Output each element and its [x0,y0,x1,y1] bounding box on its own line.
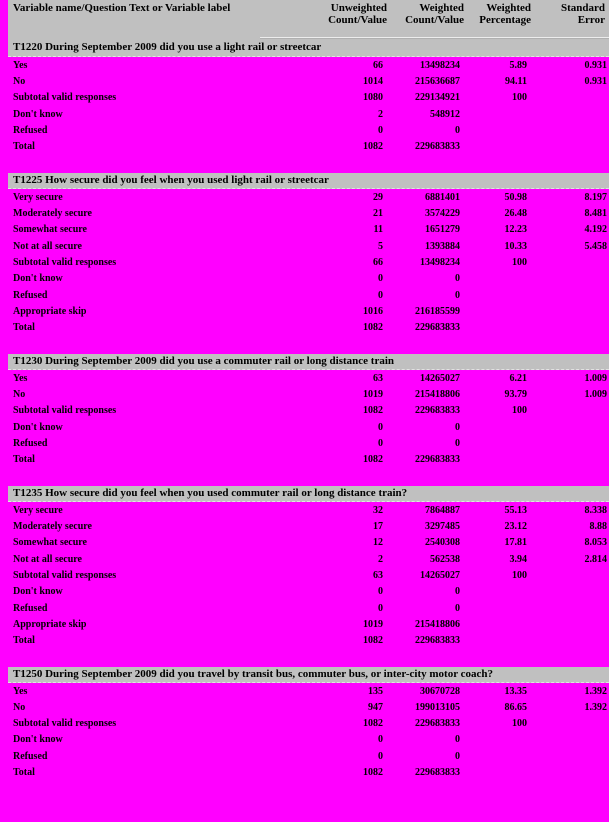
section-header-bar [8,173,609,189]
standard-error-value: 8.338 [584,504,607,516]
unweighted-count-value: 0 [378,602,383,614]
row-label: Very secure [13,191,63,203]
row-label: Yes [13,59,28,71]
table-row [0,238,609,254]
weighted-count-value: 215636687 [415,75,460,87]
weighted-count-value: 13498234 [420,256,460,268]
table-row [0,716,609,732]
weighted-count-value: 215418806 [415,388,460,400]
row-label: Don't know [13,586,63,598]
unweighted-count-value: 1082 [363,141,383,153]
column-header-variable: Variable name/Question Text or Variable label [13,2,231,14]
unweighted-count-value: 63 [373,569,383,581]
unweighted-count-value: 0 [378,750,383,762]
weighted-count-value: 0 [455,437,460,449]
standard-error-value: 1.009 [584,372,607,384]
unweighted-count-value: 0 [378,421,383,433]
unweighted-count-value: 2 [378,553,383,565]
unweighted-count-value: 1080 [363,92,383,104]
weighted-percentage-value: 86.65 [504,701,527,713]
table-row [0,502,609,518]
weighted-count-value: 229683833 [415,322,460,334]
table-row [0,254,609,270]
table-row [0,386,609,402]
table-header-panel [8,0,609,57]
unweighted-count-value: 66 [373,59,383,71]
row-label: Subtotal valid responses [13,569,117,581]
unweighted-count-value: 1082 [363,718,383,730]
weighted-count-value: 1393884 [425,240,460,252]
unweighted-count-value: 0 [378,586,383,598]
weighted-count-value: 229683833 [415,454,460,466]
table-row [0,732,609,748]
row-label: Subtotal valid responses [13,405,117,417]
unweighted-count-value: 135 [368,685,383,697]
table-row [0,699,609,715]
row-label: Total [13,767,35,779]
weighted-percentage-value: 100 [512,569,527,581]
weighted-percentage-value: 94.11 [505,75,527,87]
weighted-count-value: 215418806 [415,618,460,630]
row-label: Total [13,454,35,466]
standard-error-value: 1.009 [584,388,607,400]
section-title: T1235 How secure did you feel when you used commuter rail or long distance train? [13,487,408,500]
weighted-count-value: 6881401 [425,191,460,203]
standard-error-value: 1.392 [584,685,607,697]
weighted-percentage-value: 17.81 [504,537,527,549]
unweighted-count-value: 12 [373,537,383,549]
weighted-percentage-value: 50.98 [504,191,527,203]
table-row [0,551,609,567]
row-label: Don't know [13,734,63,746]
row-label: No [13,388,26,400]
standard-error-value: 8.481 [584,207,607,219]
column-header-weighted: Weighted Count/Value [405,2,464,26]
unweighted-count-value: 1014 [363,75,383,87]
weighted-count-value: 548912 [430,108,460,120]
table-row [0,584,609,600]
table-row [0,370,609,386]
row-label: Total [13,322,35,334]
weighted-percentage-value: 100 [512,718,527,730]
weighted-count-value: 0 [455,273,460,285]
weighted-percentage-value: 5.89 [509,59,527,71]
table-row [0,616,609,632]
section-title: T1220 During September 2009 did you use a light rail or streetcar [13,41,322,53]
unweighted-count-value: 17 [373,520,383,532]
unweighted-count-value: 1016 [363,305,383,317]
standard-error-value: 0.931 [584,75,607,87]
weighted-count-value: 229683833 [415,405,460,417]
header-divider-line [260,37,609,39]
weighted-percentage-value: 93.79 [504,388,527,400]
unweighted-count-value: 1082 [363,322,383,334]
unweighted-count-value: 32 [373,504,383,516]
weighted-count-value: 199013105 [415,701,460,713]
row-label: Moderately secure [13,207,92,219]
section-header-bar [8,667,609,683]
weighted-count-value: 562538 [430,553,460,565]
unweighted-count-value: 21 [373,207,383,219]
standard-error-value: 0.931 [584,59,607,71]
weighted-count-value: 0 [455,421,460,433]
table-row [0,764,609,780]
weighted-count-value: 13498234 [420,59,460,71]
sections-container [0,57,609,781]
unweighted-count-value: 0 [378,273,383,285]
weighted-percentage-value: 100 [512,405,527,417]
unweighted-count-value: 0 [378,124,383,136]
weighted-count-value: 7864887 [425,504,460,516]
column-header-weighted-percentage: Weighted Percentage [479,2,531,26]
row-label: Don't know [13,108,63,120]
unweighted-count-value: 0 [378,734,383,746]
row-label: Subtotal valid responses [13,92,117,104]
weighted-count-value: 229683833 [415,635,460,647]
table-row [0,748,609,764]
unweighted-count-value: 5 [378,240,383,252]
unweighted-count-value: 1082 [363,405,383,417]
table-row [0,139,609,155]
unweighted-count-value: 63 [373,372,383,384]
standard-error-value: 1.392 [584,701,607,713]
row-label: Yes [13,685,28,697]
row-label: Appropriate skip [13,305,87,317]
row-label: Don't know [13,273,63,285]
table-row [0,452,609,468]
weighted-count-value: 229683833 [415,718,460,730]
row-label: Refused [13,124,48,136]
row-label: Moderately secure [13,520,92,532]
weighted-percentage-value: 13.35 [504,685,527,697]
section-header-bar [8,486,609,502]
row-label: No [13,701,26,713]
weighted-count-value: 2540308 [425,537,460,549]
table-row [0,567,609,583]
weighted-percentage-value: 10.33 [504,240,527,252]
unweighted-count-value: 1082 [363,454,383,466]
section-title: T1225 How secure did you feel when you used light rail or streetcar [13,174,329,187]
table-row [0,57,609,73]
row-label: Refused [13,602,48,614]
table-row [0,122,609,138]
standard-error-value: 8.053 [584,537,607,549]
table-row [0,222,609,238]
weighted-count-value: 14265027 [420,569,460,581]
weighted-count-value: 14265027 [420,372,460,384]
table-row [0,271,609,287]
table-row [0,90,609,106]
weighted-percentage-value: 6.21 [509,372,527,384]
weighted-count-value: 0 [455,734,460,746]
weighted-percentage-value: 23.12 [504,520,527,532]
table-row [0,435,609,451]
weighted-count-value: 3297485 [425,520,460,532]
weighted-percentage-value: 100 [512,256,527,268]
unweighted-count-value: 1082 [363,635,383,647]
row-label: Refused [13,437,48,449]
row-label: Appropriate skip [13,618,87,630]
column-header-standard-error: Standard Error [560,2,605,26]
weighted-percentage-value: 55.13 [504,504,527,516]
weighted-count-value: 0 [455,750,460,762]
standard-error-value: 2.814 [584,553,607,565]
row-label: Not at all secure [13,240,82,252]
standard-error-value: 8.197 [584,191,607,203]
weighted-percentage-value: 3.94 [509,553,527,565]
unweighted-count-value: 1082 [363,767,383,779]
table-row [0,633,609,649]
unweighted-count-value: 1019 [363,388,383,400]
table-row [0,73,609,89]
unweighted-count-value: 947 [368,701,383,713]
table-row [0,683,609,699]
weighted-percentage-value: 26.48 [504,207,527,219]
weighted-count-value: 229683833 [415,141,460,153]
row-label: Don't know [13,421,63,433]
table-row [0,320,609,336]
weighted-percentage-value: 12.23 [504,224,527,236]
table-row [0,205,609,221]
weighted-percentage-value: 100 [512,92,527,104]
section-title: T1250 During September 2009 did you travel by transit bus, commuter bus, or inter-city motor coach? [13,668,494,681]
row-label: No [13,75,26,87]
weighted-count-value: 1651279 [425,224,460,236]
unweighted-count-value: 66 [373,256,383,268]
unweighted-count-value: 2 [378,108,383,120]
table-row [0,403,609,419]
row-label: Refused [13,289,48,301]
row-label: Subtotal valid responses [13,718,117,730]
standard-error-value: 8.88 [589,520,607,532]
row-label: Refused [13,750,48,762]
row-label: Yes [13,372,28,384]
unweighted-count-value: 11 [373,224,383,236]
weighted-count-value: 0 [455,124,460,136]
unweighted-count-value: 29 [373,191,383,203]
table-row [0,106,609,122]
row-label: Somewhat secure [13,537,87,549]
table-row [0,535,609,551]
column-header-row [8,0,609,26]
weighted-count-value: 229134921 [415,92,460,104]
standard-error-value: 5.458 [584,240,607,252]
row-label: Somewhat secure [13,224,87,236]
row-label: Total [13,635,35,647]
table-row [0,303,609,319]
table-row [0,189,609,205]
table-row [0,287,609,303]
row-label: Total [13,141,35,153]
table-row [0,600,609,616]
weighted-count-value: 3574229 [425,207,460,219]
table-row [0,518,609,534]
standard-error-value: 4.192 [584,224,607,236]
row-label: Subtotal valid responses [13,256,117,268]
unweighted-count-value: 1019 [363,618,383,630]
weighted-count-value: 0 [455,289,460,301]
table-row [0,419,609,435]
weighted-count-value: 0 [455,586,460,598]
weighted-count-value: 0 [455,602,460,614]
section-header-bar [8,354,609,370]
weighted-count-value: 216185599 [415,305,460,317]
row-label: Not at all secure [13,553,82,565]
section-title: T1230 During September 2009 did you use a commuter rail or long distance train [13,355,395,368]
weighted-count-value: 229683833 [415,767,460,779]
column-header-unweighted: Unweighted Count/Value [328,2,387,26]
unweighted-count-value: 0 [378,437,383,449]
unweighted-count-value: 0 [378,289,383,301]
row-label: Very secure [13,504,63,516]
weighted-count-value: 30670728 [420,685,460,697]
